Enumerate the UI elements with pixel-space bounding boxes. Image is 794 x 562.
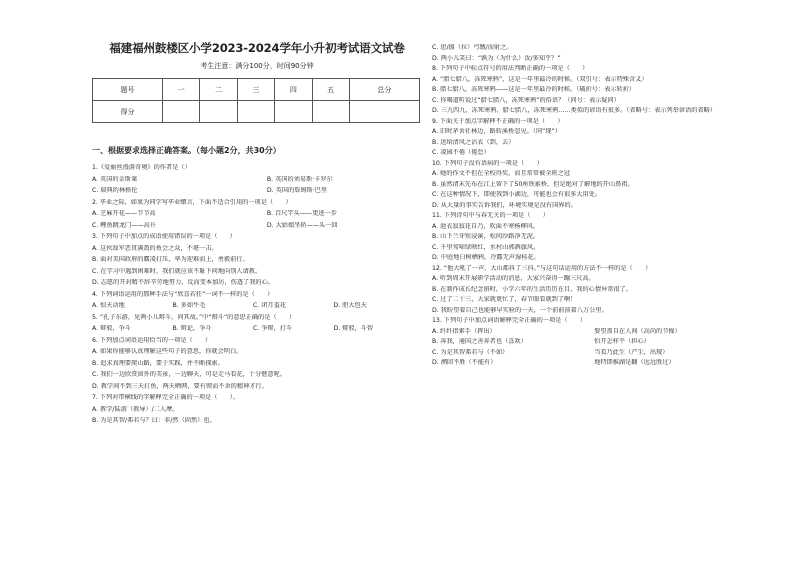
answer-option: C. 在这种情况下，即使我到小湖边，可能也会有很多大用处。	[432, 191, 602, 198]
score-header-cell: 五	[312, 79, 349, 101]
answer-option: A. 旧时茅舍社林边，路转溪桥忽见。（同“现”）	[432, 128, 561, 135]
answer-option: B. 辩论，争斗	[172, 325, 212, 332]
score-header-cell: 总分	[349, 79, 419, 101]
answer-option: C. 我们一边欣赏窗外的美景，一边聊天，可是走马看花，十分惬意呢。	[92, 371, 286, 378]
answer-option: B. 山下兰芽短浸溪，松间沙路净无泥。	[432, 233, 540, 240]
answer-option: C. 争辩，打斗	[252, 325, 293, 332]
answer-option: C. 凌园不倦（倦怠）	[432, 149, 490, 156]
exam-note: 考生注意：满分100分，时间90分钟	[200, 62, 314, 70]
answer-option: A. 纤纤指素手（挥出）	[432, 327, 496, 335]
answer-option: A. 芝麻开花——节节高	[92, 210, 156, 217]
answer-option: A. “腊七腊八，冻死寒鸦”，这是一年里最冷的时候。（双引号：表示特殊含义）	[432, 75, 648, 83]
answer-option: D. 辩驳，斗智	[333, 325, 374, 332]
answer-option: D. 志愿的开封精不辞辛劳地努力，反而变本加厉，伤透了我的心。	[92, 279, 274, 286]
answer-option: D. 我盼望着自己也能够早实验的一天，一个前前前着八万公里。	[432, 306, 608, 314]
answer-option: A. 这伙敌军恶贯满盈的鱼会之众，不堪一击。	[92, 244, 218, 252]
question-text: 7. 下列对带横线的字解释完全正确的一项是（ ）。	[92, 394, 240, 401]
answer-option: A. 她的作文不但在全校得奖，而且常常被全班之冠	[432, 170, 570, 177]
answer-option: A. 辩驳，争斗	[92, 325, 131, 332]
question-text: 12. “他大吼了一声，大山都抖了三抖。”与这句话运用的方法不一样的是（ ）	[432, 264, 652, 272]
question-text: 11. 下列诗句中与春无关的一项是（ ）	[432, 212, 549, 219]
question-text: 10. 下列句子没有语病的一项是（ ）	[432, 159, 543, 167]
score-table-header-row	[93, 79, 420, 101]
answer-option: D. 大姑娘坐轿——头一回	[266, 221, 338, 229]
answer-option: A. 惊天动地	[92, 302, 125, 309]
answer-option: A. 听到周末开展研学活动的消息，大家兴奋得一蹦三尺高。	[432, 275, 595, 282]
answer-option: A. 池衣寂寂花自乃，吹面不寒杨柳风。	[432, 222, 540, 230]
answer-option: C. 过了二十三，大家就更忙了，春节眼看就到了啊！	[432, 296, 577, 303]
score-row-label: 得分	[93, 101, 163, 123]
answer-option: A. 如果你能够认真理解这些句子的意思，你就会明白。	[92, 348, 243, 355]
answer-option: C. 你喝道听说过“腊七腊八，冻死寒鸦”的俗语？（问号：表示疑问）	[432, 96, 620, 104]
answer-option: A. 教学/陆游（教导）/二人摩。	[92, 405, 179, 413]
answer-option: 婴望盖自在人间（高尚的节操）	[594, 327, 681, 335]
answer-option: D. 溯回不胜（不能有）	[432, 359, 497, 366]
answer-option: C. 闭月羞花	[252, 302, 286, 309]
score-header-cell: 题号	[93, 79, 163, 101]
answer-option: C. 为是其智弗若与（不如）	[432, 348, 509, 356]
score-header-cell: 四	[275, 79, 312, 101]
answer-option: B. 百尺竿头——更进一步	[266, 210, 337, 217]
answer-option: B. 多如牛毛	[172, 302, 206, 309]
score-header-cell: 三	[237, 79, 274, 101]
answer-option: C. 鲤鱼跳龙门——高升	[92, 221, 156, 229]
answer-option: A. 英国的金斯莱	[92, 175, 138, 183]
answer-option: C. 瑞典的林格伦	[92, 187, 138, 194]
answer-option: D. 英国的詹姆斯·巴里	[266, 187, 328, 194]
page-title: 福建福州鼓楼区小学2023-2024学年小升初考试语文试卷	[109, 41, 405, 55]
score-blank-cell[interactable]	[163, 101, 200, 123]
score-header-cell: 一	[163, 79, 200, 101]
question-text: 13. 下列句子中加点词语解释完全正确的一项是（ ）	[432, 317, 587, 324]
question-text: 4. 下列词语运用的那种手法与“欣喜若狂”一词不一样的是（ ）	[92, 290, 274, 298]
score-blank-cell[interactable]	[200, 101, 237, 123]
answer-option: B. 虽然清末先布在江上留下了50座铁索桥，但是绝对了解地的开山鼻祖。	[432, 180, 634, 188]
answer-option: D. 两小儿笑曰：“孰为（为什么）汝/多知乎？”	[432, 54, 561, 62]
question-text: 6. 下列加点词语运用恰当的一项是（ ）	[92, 336, 212, 344]
question-text: 9. 下面关于加点字解释不正确的一项是（ ）	[432, 117, 564, 125]
section-heading: 一、根据要求选择正确答案。（每小题2分，共30分）	[92, 146, 281, 155]
answer-option: D. 从大量的事实告诉我们，环境实境是没有国界的。	[432, 201, 577, 209]
answer-option: B. 送给清风之沾衣（到，去）	[432, 138, 515, 146]
answer-option: C. 思/援（拉）弓缴/而射之。	[432, 44, 513, 51]
score-blank-cell[interactable]	[349, 101, 419, 123]
answer-option: B. 英国的刘易斯·卡罗尔	[266, 175, 333, 183]
question-text: 3. 下列句子中加点的成语使用错误的一项是（ ）	[92, 233, 236, 240]
answer-option: 地特即推湖是翻（远远胜过）	[594, 359, 675, 366]
question-text: 5. “孔子东游，见两小儿辩斗，问其故。”中“辩斗”的意思正确的是（ ）	[92, 313, 296, 321]
answer-option: D. 三九四九，冻死寒鸦、腊七腊八，冻死寒鸦……类似的谚语有很多。（省略号：表示列举谚语的省略）	[432, 107, 717, 114]
answer-option: D. 教学间不到三天打鱼，两天晒网，要有锲而不舍的精神才行。	[92, 382, 268, 390]
score-table-score-row	[93, 101, 420, 123]
score-blank-cell[interactable]	[275, 101, 312, 123]
score-header-cell: 二	[200, 79, 237, 101]
question-text: 8. 下列句子中标点符号的用法判断正确的一项是（ ）	[432, 65, 589, 72]
score-blank-cell[interactable]	[312, 101, 349, 123]
answer-option: 当看乃此生（产生，出现）	[594, 348, 669, 356]
answer-option: B. 追求真理要爬山路，要于实践，并不断探索。	[92, 359, 224, 367]
answer-option: B. 在制作成长纪念册时，小学六年的生活历历在目，我的心情异常很了。	[432, 285, 632, 293]
answer-option: B. 奔我，通国之善奔者也（喜欢）	[432, 338, 527, 345]
answer-option: C. 千里莺啼绿映红，水村山郭酒旗风。	[432, 243, 540, 251]
answer-option: B. 为是其智/弗若与？曰：非/然（固然）也。	[92, 417, 216, 424]
question-text: 1.《爱丽丝漫游奇境》的作者是（）	[92, 164, 191, 171]
answer-option: 怕开怎样平（担心）	[594, 338, 650, 345]
answer-option: B. 面对美国政府的霸凌打压，华为迎难而上，勇毅前行。	[92, 256, 249, 263]
answer-option: C. 在学习中遇到困难时，我们就应该不耻下问地向别人请教。	[92, 267, 262, 275]
score-blank-cell[interactable]	[237, 101, 274, 123]
score-table	[92, 78, 420, 123]
answer-option: D. 中庭地白树栖鸦，冷露无声湿桂花。	[432, 254, 540, 261]
answer-option: B. 腊七腊八，冻死寒鸦——这是一年里最冷的时候。（破折号：表示转折）	[432, 86, 636, 93]
answer-option: D. 胆大包天	[333, 302, 367, 309]
question-text: 2. 毕业之际，如果为同学写毕业赠言，下面不适合引用的一项是（ ）	[92, 198, 292, 206]
